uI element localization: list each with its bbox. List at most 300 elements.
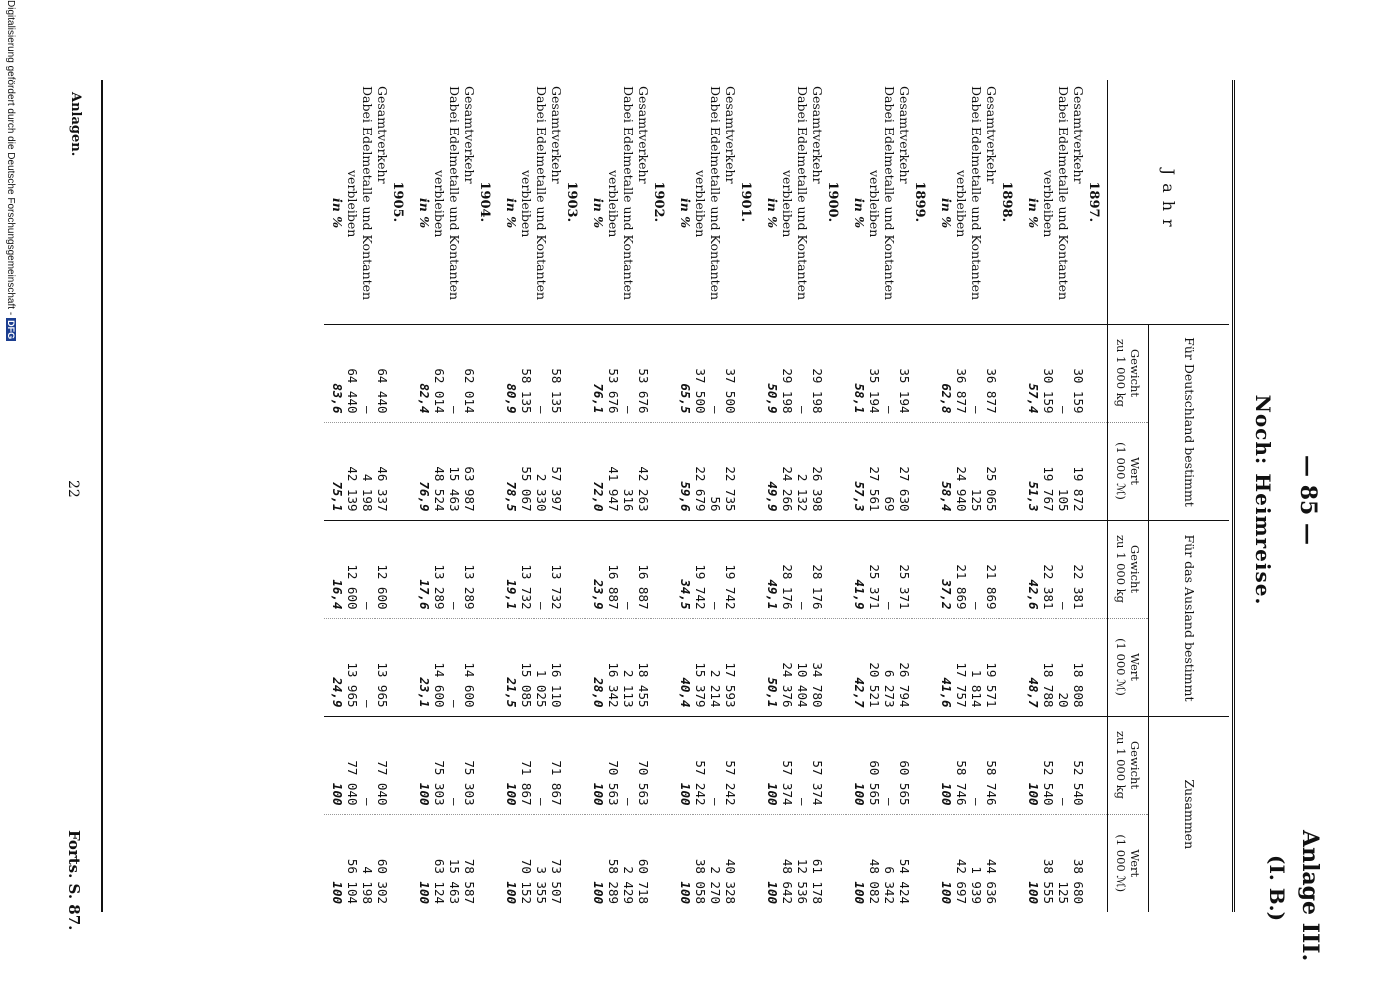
cell-edel: 15 463	[447, 422, 462, 520]
row-label-edel: Dabei Edelmetalle und Kontanten	[969, 86, 984, 301]
cell-prozent: 23,9	[585, 520, 606, 618]
table-row-verbleiben	[1041, 80, 1056, 912]
table-row-prozent	[498, 80, 519, 912]
table-row-edel	[621, 80, 636, 912]
cell-verbleiben: 70 563	[606, 716, 621, 814]
page-subtitle: Noch: Heimreise.	[1251, 394, 1275, 606]
cell-verbleiben: 20 521	[867, 618, 882, 716]
value-label: Wert	[1128, 457, 1142, 485]
cell-edel: 3 355	[534, 814, 549, 912]
year-row-spacer	[1086, 324, 1108, 422]
row-label-edel: Dabei Edelmetalle und Kontanten	[708, 86, 723, 301]
cell-verbleiben: 13 965	[345, 618, 360, 716]
year-row-spacer	[999, 324, 1020, 422]
year-row-spacer	[477, 618, 498, 716]
cell-edel: 6 273	[882, 618, 897, 716]
footer-left: Anlagen.	[68, 92, 83, 157]
subheader-germany-weight	[1108, 324, 1149, 422]
cell-verbleiben: 48 642	[780, 814, 795, 912]
cell-edel: —	[1056, 520, 1071, 618]
cell-verbleiben: 48 524	[432, 422, 447, 520]
cell-edel: —	[708, 520, 723, 618]
cell-gesamt: 46 337	[375, 422, 390, 520]
row-label-gesamt: Gesamtverkehr	[462, 86, 477, 184]
year-row-spacer	[1086, 422, 1108, 520]
cell-prozent: 100	[324, 716, 345, 814]
row-label-edel: Dabei Edelmetalle und Kontanten	[360, 86, 375, 301]
row-label-prozent: in %	[939, 198, 954, 229]
cell-verbleiben: 41 947	[606, 422, 621, 520]
cell-prozent: 100	[933, 716, 954, 814]
cell-prozent: 17,6	[411, 520, 432, 618]
year-row-spacer	[477, 520, 498, 618]
cell-gesamt: 57 374	[810, 716, 825, 814]
cell-gesamt: 21 869	[984, 520, 999, 618]
row-label-edel: Dabei Edelmetalle und Kontanten	[447, 86, 462, 301]
year-label: 1905.	[390, 181, 405, 223]
value-unit: (1 000 ℳ)	[1114, 638, 1128, 696]
table-row-prozent	[411, 80, 432, 912]
cell-edel: —	[360, 324, 375, 422]
row-label-gesamt: Gesamtverkehr	[897, 86, 912, 184]
cell-gesamt: 19 872	[1071, 422, 1086, 520]
row-label-verbleiben: verbleiben	[519, 170, 534, 238]
cell-edel: —	[534, 520, 549, 618]
cell-edel: —	[708, 716, 723, 814]
row-label-edel: Dabei Edelmetalle und Kontanten	[534, 86, 549, 301]
year-row-spacer	[651, 618, 672, 716]
cell-prozent: 42,7	[846, 618, 867, 716]
cell-verbleiben: 71 867	[519, 716, 534, 814]
cell-prozent: 100	[759, 814, 780, 912]
cell-verbleiben: 24 940	[954, 422, 969, 520]
subheader-germany-value	[1108, 422, 1149, 520]
table-row-verbleiben	[780, 80, 795, 912]
year-label: 1904.	[477, 181, 492, 223]
year-row-spacer	[390, 814, 411, 912]
cell-gesamt: 60 302	[375, 814, 390, 912]
table-row-edel	[360, 80, 375, 912]
year-row-spacer	[999, 814, 1020, 912]
table-row-edel	[534, 80, 549, 912]
row-label-prozent: in %	[765, 198, 780, 229]
row-label-verbleiben: verbleiben	[780, 170, 795, 238]
year-row-spacer	[912, 618, 933, 716]
cell-prozent: 51,3	[1020, 422, 1041, 520]
cell-prozent: 42,6	[1020, 520, 1041, 618]
table-row-edel	[447, 80, 462, 912]
year-row-spacer	[738, 814, 759, 912]
cell-prozent: 100	[585, 716, 606, 814]
year-row-spacer	[912, 814, 933, 912]
appendix-sublabel: (I. B.)	[1265, 855, 1289, 922]
weight-label: Gewicht	[1128, 545, 1142, 593]
cell-edel: 316	[621, 422, 636, 520]
year-label: 1898.	[999, 181, 1014, 223]
cell-prozent: 100	[411, 814, 432, 912]
year-row-spacer	[564, 618, 585, 716]
cell-verbleiben: 21 869	[954, 520, 969, 618]
cell-gesamt: 13 289	[462, 520, 477, 618]
cell-gesamt: 22 381	[1071, 520, 1086, 618]
table-header	[1108, 80, 1230, 912]
year-row-spacer	[564, 716, 585, 814]
year-row-spacer	[912, 716, 933, 814]
cell-verbleiben: 22 381	[1041, 520, 1056, 618]
row-label-edel: Dabei Edelmetalle und Kontanten	[1056, 86, 1071, 301]
cell-prozent: 49,1	[759, 520, 780, 618]
cell-verbleiben: 17 757	[954, 618, 969, 716]
cell-gesamt: 60 718	[636, 814, 651, 912]
year-row-spacer	[1086, 716, 1108, 814]
cell-prozent: 83,6	[324, 324, 345, 422]
row-label-verbleiben: verbleiben	[606, 170, 621, 238]
cell-edel: —	[360, 618, 375, 716]
cell-verbleiben: 77 040	[345, 716, 360, 814]
row-label-gesamt: Gesamtverkehr	[984, 86, 999, 184]
year-row-spacer	[738, 716, 759, 814]
cell-prozent: 82,4	[411, 324, 432, 422]
cell-verbleiben: 19 742	[693, 520, 708, 618]
cell-verbleiben: 13 289	[432, 520, 447, 618]
cell-prozent: 100	[759, 716, 780, 814]
cell-edel: 1 025	[534, 618, 549, 716]
table-body	[324, 80, 1108, 912]
cell-prozent: 100	[498, 814, 519, 912]
row-label-verbleiben: verbleiben	[693, 170, 708, 238]
cell-edel: 1 939	[969, 814, 984, 912]
cell-verbleiben: 57 242	[693, 716, 708, 814]
year-row-spacer	[477, 422, 498, 520]
cell-prozent: 78,5	[498, 422, 519, 520]
table-row-edel	[1056, 80, 1071, 912]
year-row	[477, 80, 498, 912]
header-abroad: Für das Ausland bestimmt	[1149, 520, 1230, 716]
row-label-edel: Dabei Edelmetalle und Kontanten	[795, 86, 810, 301]
cell-prozent: 100	[672, 716, 693, 814]
table-row-verbleiben	[867, 80, 882, 912]
cell-prozent: 49,9	[759, 422, 780, 520]
cell-gesamt: 16 110	[549, 618, 564, 716]
cell-edel: 2 270	[708, 814, 723, 912]
row-label-gesamt: Gesamtverkehr	[1071, 86, 1086, 184]
cell-verbleiben: 75 303	[432, 716, 447, 814]
cell-verbleiben: 58 289	[606, 814, 621, 912]
cell-verbleiben: 12 600	[345, 520, 360, 618]
year-row	[912, 80, 933, 912]
cell-edel: —	[360, 520, 375, 618]
cell-prozent: 58,1	[846, 324, 867, 422]
cell-edel: —	[1056, 716, 1071, 814]
cell-edel: —	[882, 324, 897, 422]
table-row-gesamt	[984, 80, 999, 912]
table-row-edel	[882, 80, 897, 912]
top-double-rule	[1232, 80, 1235, 912]
cell-verbleiben: 38 555	[1041, 814, 1056, 912]
cell-prozent: 62,8	[933, 324, 954, 422]
cell-edel: 2 330	[534, 422, 549, 520]
cell-verbleiben: 42 139	[345, 422, 360, 520]
table-row-edel	[708, 80, 723, 912]
table-row-prozent	[585, 80, 606, 912]
cell-gesamt: 37 500	[723, 324, 738, 422]
cell-verbleiben: 63 124	[432, 814, 447, 912]
cell-prozent: 19,1	[498, 520, 519, 618]
cell-prozent: 28,0	[585, 618, 606, 716]
cell-prozent: 100	[846, 716, 867, 814]
cell-verbleiben: 16 887	[606, 520, 621, 618]
footer-continuation: Forts. S. 87.	[65, 830, 83, 931]
cell-edel: 125	[969, 422, 984, 520]
cell-gesamt: 38 680	[1071, 814, 1086, 912]
year-row-spacer	[912, 324, 933, 422]
header-jahr: Jahr	[1108, 80, 1230, 324]
row-label-gesamt: Gesamtverkehr	[549, 86, 564, 184]
cell-prozent: 16,4	[324, 520, 345, 618]
year-row-spacer	[564, 814, 585, 912]
cell-edel: —	[447, 324, 462, 422]
year-row-spacer	[912, 520, 933, 618]
statistics-table	[324, 80, 1229, 912]
cell-edel: —	[882, 520, 897, 618]
table-row-verbleiben	[606, 80, 621, 912]
cell-verbleiben: 22 679	[693, 422, 708, 520]
dfg-credit-text: Digitalisierung gefördert durch die Deutsche Forschungsgemeinschaft -	[5, 0, 16, 316]
cell-verbleiben: 64 440	[345, 324, 360, 422]
year-row	[738, 80, 759, 912]
row-label-prozent: in %	[852, 198, 867, 229]
year-row	[1086, 80, 1108, 912]
cell-verbleiben: 19 767	[1041, 422, 1056, 520]
cell-verbleiben: 38 058	[693, 814, 708, 912]
dfg-logo: DFG	[6, 320, 16, 340]
year-row-spacer	[651, 716, 672, 814]
cell-gesamt: 60 565	[897, 716, 912, 814]
cell-gesamt: 19 571	[984, 618, 999, 716]
cell-gesamt: 44 636	[984, 814, 999, 912]
table-row-gesamt	[1071, 80, 1086, 912]
cell-gesamt: 63 987	[462, 422, 477, 520]
cell-edel: —	[708, 324, 723, 422]
row-label-prozent: in %	[417, 198, 432, 229]
table-row-prozent	[933, 80, 954, 912]
cell-gesamt: 62 014	[462, 324, 477, 422]
cell-verbleiben: 14 600	[432, 618, 447, 716]
cell-prozent: 76,9	[411, 422, 432, 520]
cell-edel: —	[795, 520, 810, 618]
year-row-spacer	[564, 324, 585, 422]
cell-edel: —	[969, 716, 984, 814]
year-row-spacer	[738, 520, 759, 618]
cell-prozent: 100	[498, 716, 519, 814]
year-row	[999, 80, 1020, 912]
cell-gesamt: 70 563	[636, 716, 651, 814]
cell-verbleiben: 25 371	[867, 520, 882, 618]
cell-edel: —	[447, 520, 462, 618]
cell-edel: 4 198	[360, 422, 375, 520]
cell-verbleiben: 18 788	[1041, 618, 1056, 716]
cell-prozent: 37,2	[933, 520, 954, 618]
cell-gesamt: 29 198	[810, 324, 825, 422]
row-label-prozent: in %	[330, 198, 345, 229]
cell-gesamt: 30 159	[1071, 324, 1086, 422]
year-row-spacer	[390, 716, 411, 814]
cell-prozent: 41,6	[933, 618, 954, 716]
cell-gesamt: 27 630	[897, 422, 912, 520]
cell-gesamt: 57 242	[723, 716, 738, 814]
row-label-verbleiben: verbleiben	[1041, 170, 1056, 238]
cell-verbleiben: 70 152	[519, 814, 534, 912]
cell-prozent: 100	[324, 814, 345, 912]
cell-prozent: 21,5	[498, 618, 519, 716]
cell-edel: —	[621, 324, 636, 422]
cell-gesamt: 18 808	[1071, 618, 1086, 716]
table-row-verbleiben	[432, 80, 447, 912]
year-row-spacer	[738, 618, 759, 716]
year-row-spacer	[999, 716, 1020, 814]
year-row-spacer	[564, 520, 585, 618]
cell-verbleiben: 16 342	[606, 618, 621, 716]
year-label: 1897.	[1086, 181, 1101, 223]
cell-prozent: 100	[846, 814, 867, 912]
table-row-gesamt	[897, 80, 912, 912]
cell-gesamt: 13 732	[549, 520, 564, 618]
cell-gesamt: 16 887	[636, 520, 651, 618]
cell-prozent: 100	[672, 814, 693, 912]
cell-gesamt: 75 303	[462, 716, 477, 814]
cell-edel: —	[621, 716, 636, 814]
row-label-verbleiben: verbleiben	[867, 170, 882, 238]
cell-gesamt: 26 398	[810, 422, 825, 520]
cell-edel: 20	[1056, 618, 1071, 716]
cell-edel: 10 404	[795, 618, 810, 716]
cell-edel: 105	[1056, 422, 1071, 520]
cell-verbleiben: 58 135	[519, 324, 534, 422]
year-row-spacer	[1086, 520, 1108, 618]
cell-gesamt: 77 040	[375, 716, 390, 814]
table-row-verbleiben	[693, 80, 708, 912]
subheader-total-value	[1108, 814, 1149, 912]
cell-prozent: 58,4	[933, 422, 954, 520]
header-total: Zusammen	[1149, 716, 1230, 912]
cell-prozent: 41,9	[846, 520, 867, 618]
table-row-prozent	[324, 80, 345, 912]
cell-prozent: 75,1	[324, 422, 345, 520]
weight-unit: zu 1 000 kg	[1114, 730, 1128, 800]
cell-edel: —	[447, 716, 462, 814]
row-label-edel: Dabei Edelmetalle und Kontanten	[882, 86, 897, 301]
cell-verbleiben: 24 266	[780, 422, 795, 520]
cell-edel: —	[534, 324, 549, 422]
value-unit: (1 000 ℳ)	[1114, 834, 1128, 893]
cell-edel: 1 814	[969, 618, 984, 716]
cell-prozent: 57,4	[1020, 324, 1041, 422]
cell-prozent: 50,9	[759, 324, 780, 422]
cell-edel: 2 429	[621, 814, 636, 912]
cell-gesamt: 25 371	[897, 520, 912, 618]
row-label-gesamt: Gesamtverkehr	[810, 86, 825, 184]
table-row-edel	[795, 80, 810, 912]
cell-verbleiben: 15 379	[693, 618, 708, 716]
cell-verbleiben: 55 067	[519, 422, 534, 520]
header-germany: Für Deutschland bestimmt	[1149, 324, 1230, 520]
cell-prozent: 59,6	[672, 422, 693, 520]
cell-prozent: 80,9	[498, 324, 519, 422]
year-row-spacer	[738, 324, 759, 422]
table-row-edel	[969, 80, 984, 912]
cell-prozent: 100	[933, 814, 954, 912]
table-row-prozent	[846, 80, 867, 912]
year-label: 1899.	[912, 181, 927, 223]
table-row-gesamt	[375, 80, 390, 912]
year-row-spacer	[1086, 814, 1108, 912]
cell-gesamt: 58 746	[984, 716, 999, 814]
cell-edel: —	[795, 324, 810, 422]
cell-gesamt: 28 176	[810, 520, 825, 618]
table-frame	[101, 80, 1235, 912]
table-row-verbleiben	[954, 80, 969, 912]
year-label: 1900.	[825, 181, 840, 223]
year-label: 1903.	[564, 181, 579, 223]
cell-gesamt: 40 328	[723, 814, 738, 912]
cell-verbleiben: 15 085	[519, 618, 534, 716]
year-row-spacer	[477, 814, 498, 912]
cell-edel: 69	[882, 422, 897, 520]
year-row	[564, 80, 585, 912]
appendix-label: Anlage III.	[1297, 830, 1323, 962]
cell-verbleiben: 42 697	[954, 814, 969, 912]
cell-prozent: 76,1	[585, 324, 606, 422]
row-label-edel: Dabei Edelmetalle und Kontanten	[621, 86, 636, 301]
cell-edel: 2 132	[795, 422, 810, 520]
table-row-prozent	[1020, 80, 1041, 912]
cell-prozent: 100	[1020, 814, 1041, 912]
cell-verbleiben: 48 082	[867, 814, 882, 912]
bottom-rule	[101, 80, 103, 912]
cell-edel: 2 214	[708, 618, 723, 716]
cell-edel: —	[447, 618, 462, 716]
cell-prozent: 57,3	[846, 422, 867, 520]
row-label-verbleiben: verbleiben	[954, 170, 969, 238]
cell-gesamt: 64 440	[375, 324, 390, 422]
row-label-prozent: in %	[591, 198, 606, 229]
year-row-spacer	[825, 520, 846, 618]
cell-verbleiben: 53 676	[606, 324, 621, 422]
cell-edel: —	[360, 716, 375, 814]
cell-gesamt: 73 507	[549, 814, 564, 912]
footer-page-ref: 22	[65, 480, 81, 498]
cell-gesamt: 22 735	[723, 422, 738, 520]
cell-verbleiben: 24 376	[780, 618, 795, 716]
cell-gesamt: 26 794	[897, 618, 912, 716]
cell-gesamt: 25 065	[984, 422, 999, 520]
row-label-prozent: in %	[678, 198, 693, 229]
table-row-gesamt	[462, 80, 477, 912]
cell-verbleiben: 62 014	[432, 324, 447, 422]
cell-prozent: 50,1	[759, 618, 780, 716]
cell-edel: 15 463	[447, 814, 462, 912]
year-row-spacer	[825, 814, 846, 912]
year-row-spacer	[1086, 618, 1108, 716]
cell-gesamt: 35 194	[897, 324, 912, 422]
year-row	[390, 80, 411, 912]
cell-gesamt: 17 593	[723, 618, 738, 716]
row-label-verbleiben: verbleiben	[432, 170, 447, 238]
cell-verbleiben: 52 540	[1041, 716, 1056, 814]
cell-edel: —	[795, 716, 810, 814]
weight-label: Gewicht	[1128, 349, 1142, 397]
cell-edel: —	[882, 716, 897, 814]
